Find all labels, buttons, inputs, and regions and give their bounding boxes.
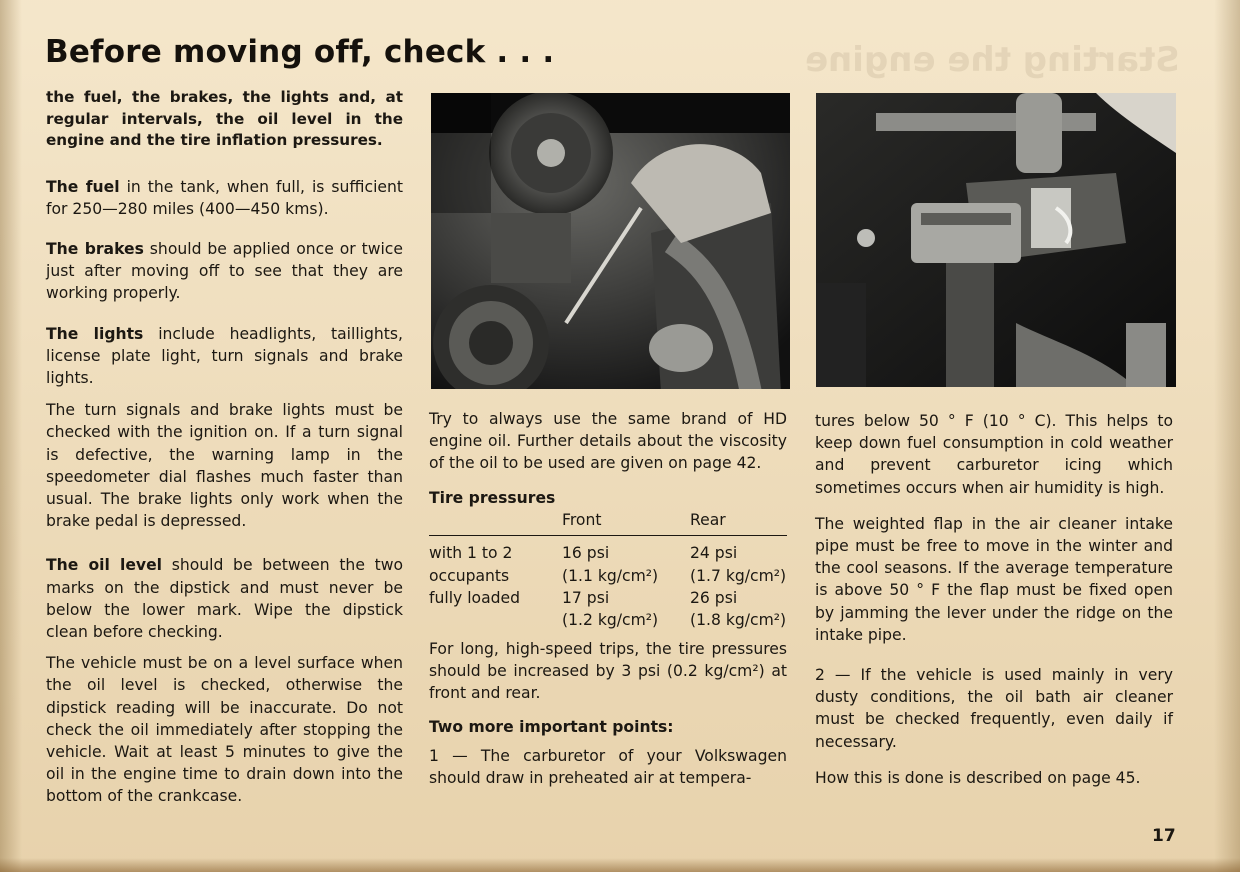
- oil-level-text: should be between the two marks on the dipstick and must never be below the lower mark. Wipe the dipstick clean before checking.: [46, 556, 403, 641]
- two-points-heading: Two more important points:: [429, 718, 674, 737]
- table-header-front: Front: [562, 509, 690, 536]
- air-cleaner-illustration: [816, 93, 1176, 387]
- page-title: Before moving off, check . . .: [45, 34, 555, 70]
- table-row-label: occupants: [429, 566, 510, 585]
- air-cleaner-photo: [816, 93, 1176, 387]
- intro-paragraph: the fuel, the brakes, the lights and, at regular intervals, the oil level in the engine and the tire inflation pressures.: [46, 88, 403, 149]
- engine-dipstick-photo: [431, 93, 790, 389]
- left-column: [46, 87, 403, 808]
- table-cell-rear: 24 psi: [690, 544, 738, 563]
- table-row-label: fully loaded: [429, 589, 521, 608]
- middle-column: [429, 408, 787, 789]
- fuel-text: in the tank, when full, is sufficient for 250—280 miles (400—450 kms).: [46, 177, 403, 218]
- table-cell-front: (1.2 kg/cm²): [562, 611, 659, 630]
- table-header-empty: [429, 509, 562, 536]
- brakes-text: should be applied once or twice just after moving off to see that they are working properly.: [46, 239, 403, 303]
- oil-brand-paragraph: Try to always use the same brand of HD engine oil. Further details about the viscosity of the oil to be used are given on page 42.: [429, 410, 787, 473]
- lights-text: include headlights, taillights, license plate light, turn signals and brake lights.: [46, 324, 403, 387]
- vehicle-level-paragraph: The vehicle must be on a level surface when the oil level is checked, otherwise the dipstick reading will be inaccurate. Do not check the oil immediately after stopping the vehicle. Wait at least 5 minutes to give the oil in the engine time to drain down into the bottom of the crankcase.: [46, 654, 403, 806]
- bleed-through-text: Starting the engine: [805, 40, 1180, 80]
- page-number: 17: [1152, 826, 1176, 846]
- lights-paragraph: [46, 323, 403, 390]
- table-row-label: with 1 to 2: [429, 544, 513, 563]
- table-cell-rear: (1.7 kg/cm²): [690, 566, 787, 585]
- weighted-flap-paragraph: The weighted flap in the air cleaner intake pipe must be free to move in the winter and the cool seasons. If the average temperature is above 50 ° F the flap must be fixed open by jamming the lever under the ridge on the intake pipe.: [815, 514, 1173, 644]
- oil-level-paragraph: [46, 554, 403, 643]
- table-row-label: [429, 609, 562, 631]
- fuel-paragraph: [46, 176, 403, 220]
- table-header-rear: Rear: [690, 509, 787, 536]
- table-cell-front: (1.1 kg/cm²): [562, 566, 659, 585]
- page-bottom-edge: [0, 858, 1240, 872]
- point-one-continued: tures below 50 ° F (10 ° C). This helps to keep down fuel consumption in cold weather and prevent carburetor icing which sometimes occurs when air humidity is high.: [815, 412, 1173, 497]
- long-trips-paragraph: For long, high-speed trips, the tire pressures should be increased by 3 psi (0.2 kg/cm²) at front and rear.: [429, 639, 787, 703]
- engine-dipstick-illustration: [431, 93, 790, 389]
- fuel-label: The fuel: [46, 177, 120, 196]
- turn-signals-paragraph: The turn signals and brake lights must be checked with the ignition on. If a turn signal is defective, the warning lamp in the speedometer dial flashes much faster than usual. The brake lights only work when the brake pedal is depressed.: [46, 401, 403, 531]
- table-cell-rear: 26 psi: [690, 589, 738, 608]
- tire-pressure-table: [429, 509, 787, 632]
- lights-label: The lights: [46, 324, 144, 343]
- brakes-label: The brakes: [46, 239, 144, 258]
- point-two-paragraph: 2 — If the vehicle is used mainly in very dusty conditions, the oil bath air cleaner must be checked frequently, even daily if necessary.: [815, 666, 1173, 751]
- table-cell-front: 17 psi: [562, 589, 610, 608]
- tire-pressures-heading: Tire pressures: [429, 488, 556, 507]
- oil-level-label: The oil level: [46, 556, 163, 575]
- table-cell-rear: (1.8 kg/cm²): [690, 611, 787, 630]
- table-cell-front: 16 psi: [562, 544, 610, 563]
- how-done-paragraph: How this is done is described on page 45.: [815, 768, 1141, 787]
- brakes-paragraph: [46, 238, 403, 305]
- right-column: [815, 410, 1173, 789]
- point-one-start: 1 — The carburetor of your Volkswagen should draw in preheated air at tempera-: [429, 746, 787, 787]
